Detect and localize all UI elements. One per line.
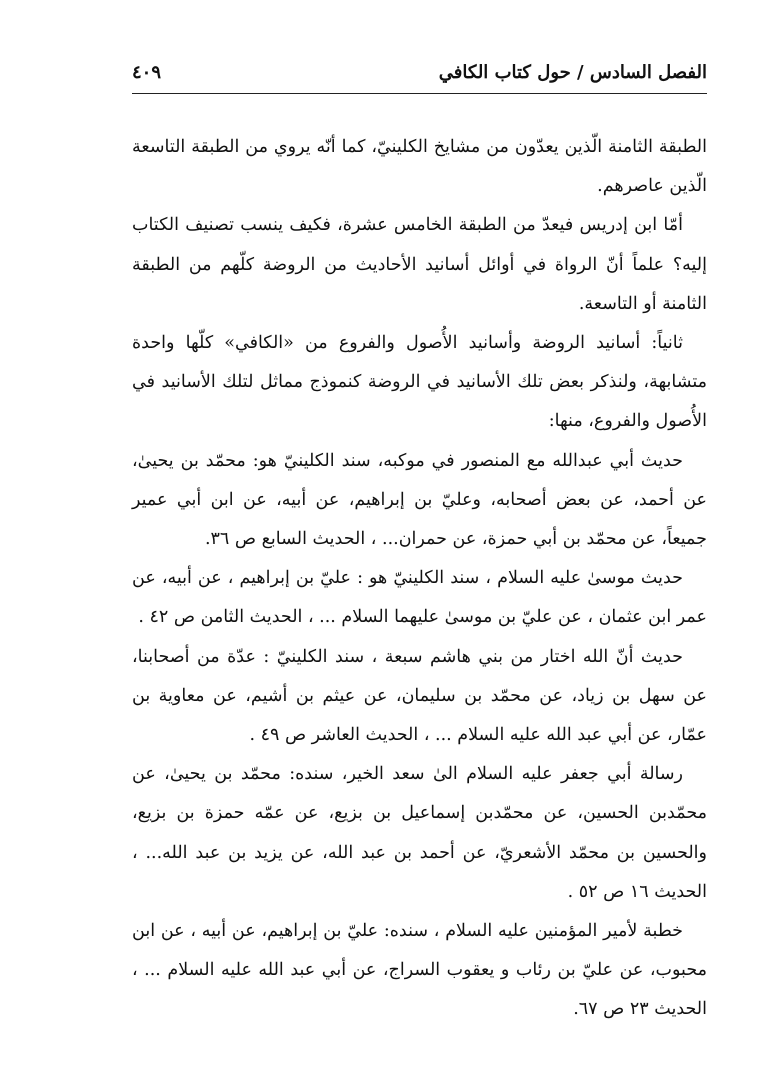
header-divider [132,93,707,94]
paragraph-hadith-musa: حديث موسىٰ عليه السلام ، سند الكلينيّ هو : عليّ بن إبراهيم ، عن أبيه، عن عمر ابن عثمان ، عن عليّ بن موسىٰ عليهما السلام ... ، الحديث الثامن ص ٤٢ . [132,568,707,628]
paragraph-second-point: ثانياً: أسانيد الروضة وأسانيد الأُصول والفروع من «الكافي» كلّها واحدة متشابهة، ولنذكر بعض تلك الأسانيد في الروضة كنموذج مماثل لتلك الأسانيد في الأُصول والفروع، منها: [132,333,707,432]
paragraph-ibn-idris: أمّا ابن إدريس فيعدّ من الطبقة الخامس عشرة، فكيف ينسب تصنيف الكتاب إليه؟ علماً أنّ الرواة في أوائل أسانيد الأحاديث من الروضة كلّهم من الطبقة الثامنة أو التاسعة. [132,215,707,314]
paragraph-hadith-bani-hashim: حديث أنّ الله اختار من بني هاشم سبعة ، سند الكلينيّ : عدّة من أصحابنا، عن سهل بن زياد، عن محمّد بن سليمان، عن عيثم بن أشيم، عن معاوية بن عمّار، عن أبي عبد الله عليه السلام ... ، الحديث العاشر ص ٤٩ . [132,646,707,746]
paragraph-risala-saad: رسالة أبي جعفر عليه السلام الىٰ سعد الخير، سنده: محمّد بن يحيىٰ، عن محمّدبن الحسين، عن محمّدبن إسماعيل بن بزيع، عن عمّه حمزة بن بزيع، والحسين بن محمّد الأشعريّ، عن أحمد بن عبد الله، عن يزيد بن عبد الله... ، الحديث ١٦ ص ٥٢ . [132,764,707,902]
running-header [132,58,707,94]
chapter-title: الفصل السادس / حول كتاب الكافي [438,62,707,83]
body-text [132,128,707,1030]
paragraph-continuation: الطبقة الثامنة الّذين يعدّون من مشايخ الكلينيّ، كما أنّه يروي من الطبقة التاسعة الّذين عاصرهم. [132,137,707,197]
paragraph-hadith-mansur: حديث أبي عبدالله مع المنصور في موكبه، سند الكلينيّ هو: محمّد بن يحيىٰ، عن أحمد، عن بعض أصحابه، وعليّ بن إبراهيم، عن أبيه، عن ابن أبي عمير جميعاً، عن محمّد بن أبي حمزة، عن حمران... ، الحديث السابع ص ٣٦. [132,450,707,550]
paragraph-khutba-amir: خطبة لأمير المؤمنين عليه السلام ، سنده: عليّ بن إبراهيم، عن أبيه ، عن ابن محبوب، عن عليّ بن رئاب و يعقوب السراج، عن أبي عبد الله عليه السلام ... ، الحديث ٢٣ ص ٦٧. [132,921,707,1020]
page-number: ٤٠٩ [132,62,162,83]
